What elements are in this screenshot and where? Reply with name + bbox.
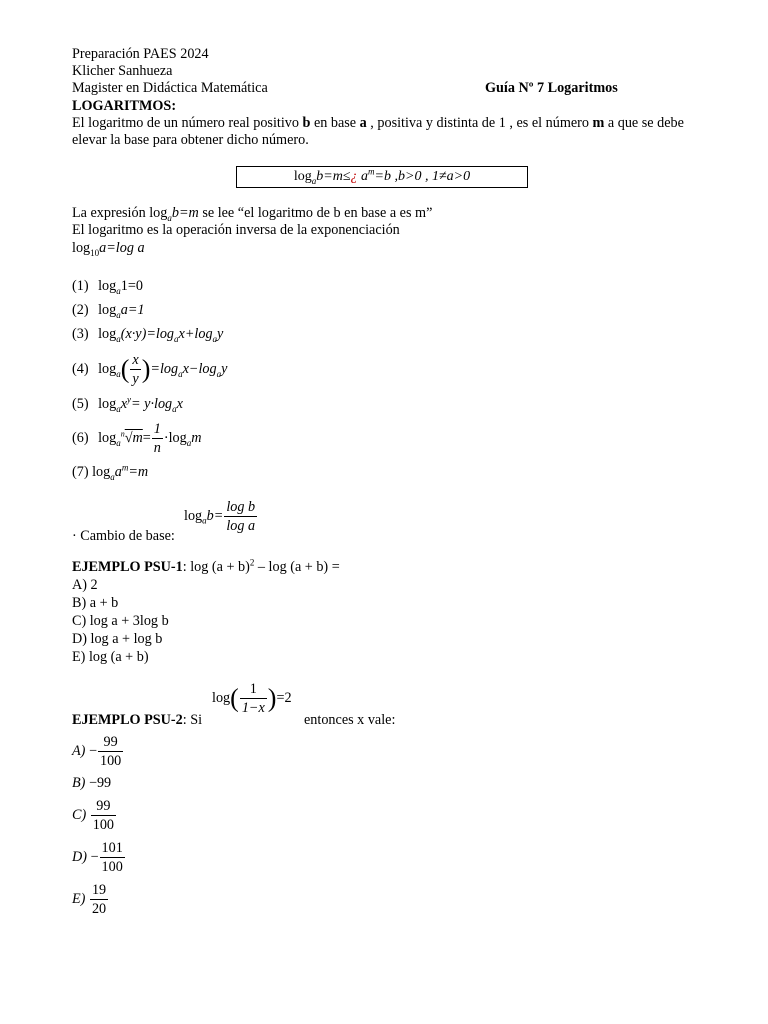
fraction-denominator: y	[132, 371, 139, 388]
property-fraction	[130, 351, 140, 388]
formula-sub: a	[311, 176, 317, 187]
example-1-option-b: B) a + b	[72, 595, 119, 612]
option-letter: A)	[72, 743, 86, 760]
definition-formula-box	[236, 166, 528, 188]
property-rest: (x·y)=log	[120, 325, 175, 342]
definition-paragraph	[72, 115, 696, 149]
property-log: log	[98, 325, 117, 342]
example-2-option-b	[72, 772, 696, 794]
example-1-option-e: E) log (a + b)	[72, 649, 149, 666]
example-2-option-d	[72, 836, 696, 878]
option-text: −99	[88, 775, 112, 792]
option-letter: D)	[72, 849, 87, 866]
definition-text: a que se debe elevar la base para obtener dicho número.	[72, 114, 684, 149]
property-log: log	[92, 463, 111, 480]
fraction-denominator: 100	[92, 817, 115, 834]
fraction-numerator: log b	[226, 498, 256, 515]
formula-text: =b ,b>0 , 1≠a>0	[374, 169, 471, 185]
property-rest: ·log	[163, 429, 187, 446]
ex2-log: log	[212, 689, 231, 706]
property-number: (5)	[72, 395, 89, 412]
cob-sub: a	[202, 515, 207, 526]
example-2-option-c	[72, 794, 696, 836]
right-paren: )	[267, 683, 277, 713]
change-of-base-label: · Cambio de base:	[72, 527, 175, 544]
option-letter: C)	[72, 807, 87, 824]
property-log: log	[98, 277, 117, 294]
example-1-text: – log (a + b) =	[254, 558, 340, 575]
example-1-option-d: D) log a + log b	[72, 631, 163, 648]
document-page	[72, 46, 696, 920]
example-1-question	[72, 559, 696, 576]
fraction-denominator: n	[153, 440, 161, 457]
fraction-numerator: 1	[153, 421, 161, 438]
definition-bold-a: a	[359, 114, 367, 131]
property-sub: a	[116, 285, 121, 296]
formula-sup: m	[368, 166, 375, 177]
definition-text: El logaritmo de un número real positivo	[72, 114, 303, 131]
property-rest: =m	[128, 463, 149, 480]
option-fraction	[100, 839, 125, 876]
option-fraction	[90, 881, 108, 918]
property-7	[72, 460, 696, 484]
property-rest: 1=0	[120, 277, 143, 294]
formula-text: b=m≤	[316, 169, 351, 185]
root-index: n	[120, 429, 125, 439]
option-sign: −	[88, 743, 97, 760]
ex2-fraction	[240, 680, 267, 717]
property-3	[72, 322, 696, 346]
fraction-numerator: 99	[98, 733, 123, 752]
formula-log: log	[293, 169, 312, 185]
property-base: a	[114, 463, 122, 480]
option-sign: −	[90, 849, 99, 866]
ex2-eq: =2	[276, 689, 292, 706]
property-sub: a	[178, 368, 183, 379]
property-rest: =log	[150, 360, 179, 377]
cob-fraction	[224, 498, 257, 535]
property-rest: = y·log	[131, 395, 173, 412]
property-sub: a	[212, 333, 218, 344]
reading-line	[72, 205, 696, 222]
fraction-numerator: 101	[101, 840, 123, 857]
reading-text: La expresión	[72, 205, 150, 222]
property-log: log	[98, 360, 117, 377]
property-rest: x+log	[178, 325, 213, 342]
property-sup: y	[127, 394, 132, 405]
example-1-label: EJEMPLO PSU-1	[72, 558, 183, 575]
property-sub: a	[116, 333, 121, 344]
property-log: log	[98, 395, 117, 412]
property-4	[72, 346, 696, 392]
example-1-option-c: C) log a + 3log b	[72, 613, 169, 630]
property-number: (3)	[72, 325, 89, 342]
log10-log: log	[72, 239, 91, 256]
property-sub: a	[110, 471, 115, 482]
reading-log: log	[149, 205, 168, 222]
property-sub: a	[174, 333, 179, 344]
example-2-tail: entonces x vale:	[304, 712, 396, 729]
example-1-option-a: A) 2	[72, 577, 98, 594]
log10-rest: a=log a	[99, 239, 145, 256]
property-rest: y	[217, 325, 224, 342]
reading-expr: b=m	[171, 205, 199, 222]
property-number: (7)	[72, 463, 89, 480]
example-2-option-e	[72, 878, 696, 920]
left-paren: (	[120, 354, 130, 384]
formula-text: a	[357, 169, 369, 185]
property-number: (6)	[72, 429, 89, 446]
reading-sub: a	[167, 213, 172, 224]
property-1	[72, 274, 696, 298]
property-sup: m	[121, 462, 129, 473]
property-sub: a	[216, 368, 222, 379]
example-2-label: EJEMPLO PSU-2	[72, 712, 183, 729]
property-number: (1)	[72, 277, 89, 294]
property-rest: a=1	[120, 301, 145, 318]
fraction-denominator: 20	[91, 901, 107, 918]
property-eq: =	[142, 429, 151, 446]
inverse-line: El logaritmo es la operación inversa de la exponenciación	[72, 222, 400, 239]
property-rest: m	[191, 429, 202, 446]
header-line-2: Klicher Sanhueza	[72, 63, 173, 80]
example-2-formula	[212, 680, 292, 717]
property-fraction	[152, 420, 163, 457]
property-sub: a	[116, 368, 121, 379]
cob-b: b=	[206, 507, 224, 524]
definition-text: en base	[310, 114, 360, 131]
header-line-3	[72, 80, 696, 97]
fraction-denominator: 100	[99, 753, 122, 770]
reading-text: se lee “el logaritmo de b en base a es m”	[198, 205, 433, 222]
fraction-denominator: 1−x	[241, 700, 265, 717]
guide-title: Guía Nº 7 Logaritmos	[485, 80, 618, 97]
fraction-numerator: x	[132, 352, 139, 369]
property-sub: a	[186, 437, 192, 448]
log10-sub: 10	[90, 247, 100, 258]
definition-text: , positiva y distinta de 1 , es el número	[366, 114, 593, 131]
section-title: LOGARITMOS:	[72, 97, 177, 114]
option-letter: E)	[72, 891, 86, 908]
right-paren: )	[141, 354, 151, 384]
example-2-question	[72, 680, 696, 730]
property-rest: x−log	[182, 360, 217, 377]
header-degree: Magister en Didáctica Matemática	[72, 80, 268, 97]
property-log: log	[98, 301, 117, 318]
example-2-option-a	[72, 730, 696, 772]
example-2-lead	[72, 712, 202, 729]
property-2	[72, 298, 696, 322]
log10-line	[72, 240, 696, 257]
property-sub: a	[172, 403, 177, 414]
example-2-text: : Si	[182, 712, 203, 729]
header-line-1: Preparación PAES 2024	[72, 46, 209, 62]
cob-log: log	[184, 507, 203, 524]
change-of-base-formula	[184, 498, 258, 535]
radical: √m	[124, 429, 143, 446]
property-rest: y	[221, 360, 228, 377]
property-sub: a	[116, 437, 121, 448]
property-number: (2)	[72, 301, 89, 318]
property-number: (4)	[72, 360, 89, 377]
property-5	[72, 392, 696, 416]
fraction-numerator: 1	[240, 680, 267, 699]
property-sub: a	[116, 403, 121, 414]
definition-bold-b: b	[302, 114, 311, 131]
option-fraction	[98, 733, 123, 770]
definition-bold-m: m	[592, 114, 605, 131]
fraction-denominator: 100	[101, 859, 123, 876]
fraction-denominator: log a	[226, 517, 256, 534]
example-1-text: : log (a + b)	[182, 558, 250, 575]
left-paren: (	[230, 683, 239, 713]
property-6	[72, 416, 696, 460]
example-1-sup: 2	[249, 557, 255, 568]
change-of-base	[72, 498, 696, 544]
property-log: log	[98, 429, 117, 446]
fraction-numerator: 99	[91, 797, 116, 816]
property-sub: a	[116, 309, 121, 320]
fraction-numerator: 19	[91, 882, 107, 899]
option-fraction	[91, 797, 116, 834]
formula-red-glyph: ¿	[350, 169, 358, 185]
option-letter: B)	[72, 775, 86, 792]
property-rest: x	[176, 395, 183, 412]
property-base: x	[120, 395, 128, 412]
